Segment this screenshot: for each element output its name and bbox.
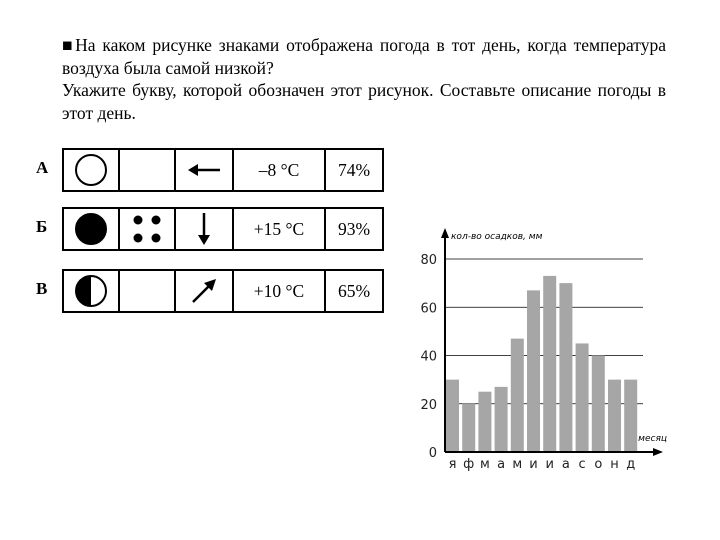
y-tick-label: 40 (420, 349, 437, 365)
temperature-cell (232, 269, 326, 313)
x-tick-label: о (594, 457, 603, 472)
wind-cell (174, 269, 234, 313)
cloud-cell (62, 148, 120, 192)
bar (576, 343, 589, 452)
bar (624, 380, 637, 452)
cloud-cell (62, 269, 120, 313)
humidity-value: 74% (337, 159, 371, 180)
x-tick-label: я (448, 457, 457, 472)
y-tick-label: 60 (420, 301, 437, 317)
x-tick-label: с (578, 457, 586, 472)
bar (608, 380, 621, 452)
temperature-value: –8 °С (258, 159, 300, 180)
y-axis-label: кол-во осадков, мм (451, 232, 543, 242)
x-tick-labels (449, 457, 636, 472)
question-text (62, 34, 666, 124)
bar (543, 276, 556, 452)
temperature-cell (232, 207, 326, 251)
y-tick-labels (420, 253, 437, 461)
x-tick-label: а (497, 457, 506, 472)
bar (592, 356, 605, 453)
overcast-filled-circle-icon (74, 212, 108, 246)
partly-cloudy-half-circle-icon (74, 274, 108, 308)
x-tick-label: м (512, 457, 523, 472)
x-tick-label: м (479, 457, 490, 472)
x-tick-label: н (610, 457, 619, 472)
temperature-value: +15 °С (253, 218, 305, 239)
question-line-2: Укажите букву, которой обозначен этот рисунок. Составьте описание погоды в этот день. (62, 80, 666, 123)
x-axis-arrow (653, 448, 663, 456)
bars-layer (446, 276, 637, 452)
precipitation-cell (118, 207, 176, 251)
table-row-c (36, 269, 384, 313)
bar (511, 339, 524, 452)
row-letter: А (36, 158, 49, 177)
table-row-a (36, 148, 384, 192)
precipitation-cell (118, 269, 176, 313)
y-axis-arrow (441, 228, 449, 238)
humidity-cell (324, 148, 384, 192)
bar (527, 290, 540, 452)
arrow-left-icon (186, 160, 222, 180)
humidity-cell (324, 269, 384, 313)
humidity-cell (324, 207, 384, 251)
x-tick-label: д (626, 457, 636, 472)
bar (495, 387, 508, 452)
precipitation-chart (405, 222, 675, 477)
table-row-b (36, 207, 384, 251)
x-tick-label: и (529, 457, 538, 472)
temperature-value: +10 °С (253, 280, 305, 301)
wind-cell (174, 207, 234, 251)
x-tick-label: ф (463, 457, 475, 472)
precipitation-cell (118, 148, 176, 192)
y-tick-label: 20 (420, 397, 437, 413)
bar (462, 404, 475, 452)
y-tick-label: 0 (428, 446, 437, 461)
bar (478, 392, 491, 452)
question-line-1: ■На каком рисунке знаками отображена погода в тот день, когда температура воздуха была самой низкой? (62, 35, 666, 78)
x-tick-label: а (561, 457, 570, 472)
humidity-value: 65% (337, 280, 371, 301)
humidity-value: 93% (337, 218, 371, 239)
row-letter: В (36, 279, 48, 298)
temperature-cell (232, 148, 326, 192)
bar (559, 283, 572, 452)
rain-dots-icon (129, 211, 165, 247)
wind-cell (174, 148, 234, 192)
x-tick-label: и (545, 457, 554, 472)
x-axis-label: месяц (638, 434, 667, 444)
cloud-cell (62, 207, 120, 251)
bar (446, 380, 459, 452)
clear-sky-circle-icon (74, 153, 108, 187)
arrow-up-right-icon (189, 276, 219, 306)
row-letter: Б (36, 217, 48, 236)
y-tick-label: 80 (420, 253, 437, 268)
arrow-down-icon (194, 211, 214, 247)
